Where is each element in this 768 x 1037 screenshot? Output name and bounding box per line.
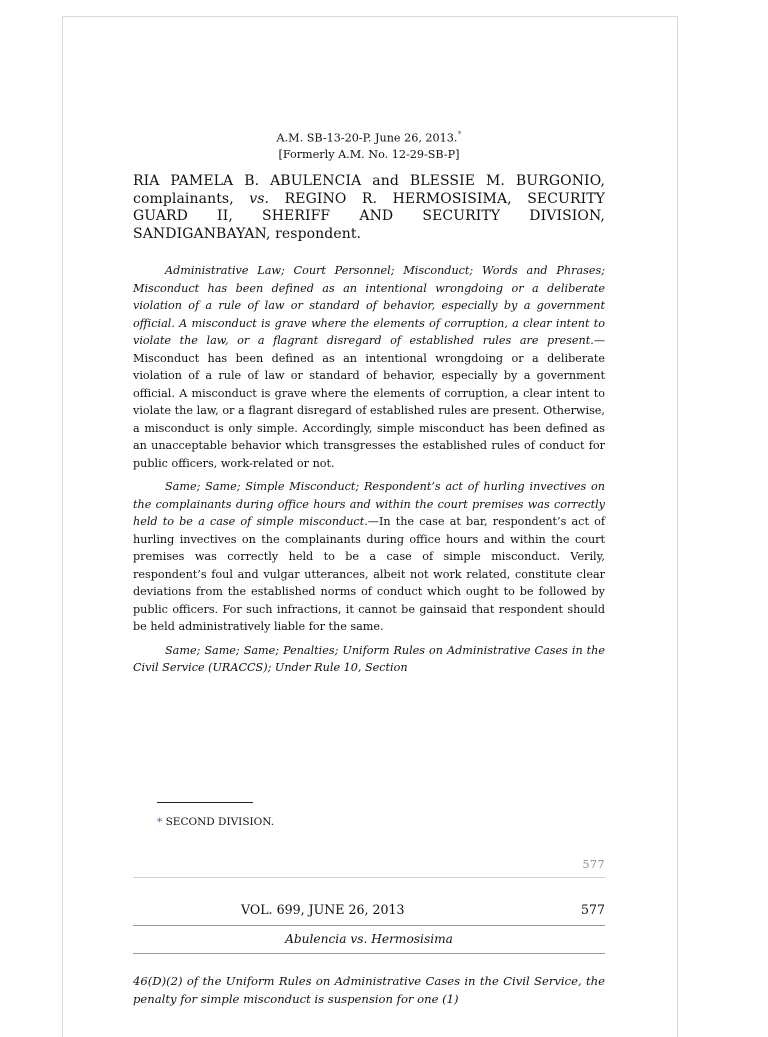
footnote-text: SECOND DIVISION. — [162, 816, 275, 828]
continuation-text: 46(D)(2) of the Uniform Rules on Administrative Cases in the Civil Service, the penalty for simple misconduct is suspension for one (1) — [133, 974, 605, 1006]
syllabus-text: —Misconduct has been defined as an intentional wrongdoing or a deliberate violation of a rule of law or standard of behavior, especially by a government official. A misconduct is grave where the elements of corruption, a clear intent to violate the law, or a flagrant disregard of established rules are present. Otherwise, a misconduct is only simple. Accordingly, simple misconduct has been defined as an unacceptable behavior which transgresses the established rules of conduct for public officers, work-related or not. — [133, 334, 605, 470]
parties-complainants: RIA PAMELA B. ABULENCIA and BLESSIE M. BURGONIO, complainants, — [133, 173, 605, 207]
running-header-title: Abulencia vs. Hermosisima — [285, 932, 453, 946]
running-header-page: 577 — [580, 902, 605, 917]
subhead-divider — [133, 953, 605, 954]
formerly-case-number: [Formerly A.M. No. 12-29-SB-P] — [278, 148, 460, 161]
syllabus-paragraph — [133, 262, 605, 472]
parties-vs: vs. — [249, 190, 270, 207]
running-header-volume: VOL. 699, JUNE 26, 2013 — [241, 902, 405, 917]
footnote-divider — [157, 802, 253, 803]
syllabus — [133, 262, 605, 683]
case-number — [133, 128, 605, 146]
syllabus-keywords: Administrative Law; Court Personnel; Misconduct; Words and Phrases; Misconduct has been defined as an intentional wrongdoing or a deliberate violation of a rule of law or standard of behavior, especially by a government official. A misconduct is grave where the elements of corruption, a clear intent to violate the law, or a flagrant disregard of established rules are present. — [133, 264, 605, 347]
syllabus-keywords: Same; Same; Same; Penalties; Uniform Rules on Administrative Cases in the Civil Service (URACCS); Under Rule 10, Section — [133, 643, 605, 674]
page-break-divider — [133, 877, 605, 878]
page-number-marker: 577 — [582, 858, 605, 871]
footnote-mark[interactable]: * — [157, 816, 163, 828]
syllabus-keywords: Same; Same; Simple Misconduct; Respondent’s act of hurling invectives on the complainants during office hours and within the court premises was correctly held to be a case of simple misconduct. — [133, 480, 605, 528]
header-divider — [133, 925, 605, 926]
syllabus-text: —In the case at bar, respondent’s act of hurling invectives on the complainants during office hours and within the court premises was correctly held to be a case of simple misconduct. Verily, respondent’s foul and vulgar utterances, albeit not work related, constitute clear deviations from the established norms of conduct which ought to be followed by public officers. For such infractions, it cannot be gainsaid that respondent should be held administratively liable for the same. — [133, 515, 605, 633]
syllabus-paragraph — [133, 642, 605, 677]
case-number-text: A.M. SB-13-20-P. June 26, 2013. — [276, 131, 458, 145]
syllabus-paragraph — [133, 478, 605, 636]
parties-respondent: REGINO R. HERMOSISIMA, SECURITY GUARD II, SHERIFF AND SECURITY DIVISION, SANDIGANBAYAN, respondent. — [133, 190, 605, 242]
case-footnote-link[interactable]: * — [457, 130, 462, 139]
document-page — [62, 16, 678, 1037]
footnote — [157, 815, 274, 829]
case-parties — [133, 173, 605, 243]
